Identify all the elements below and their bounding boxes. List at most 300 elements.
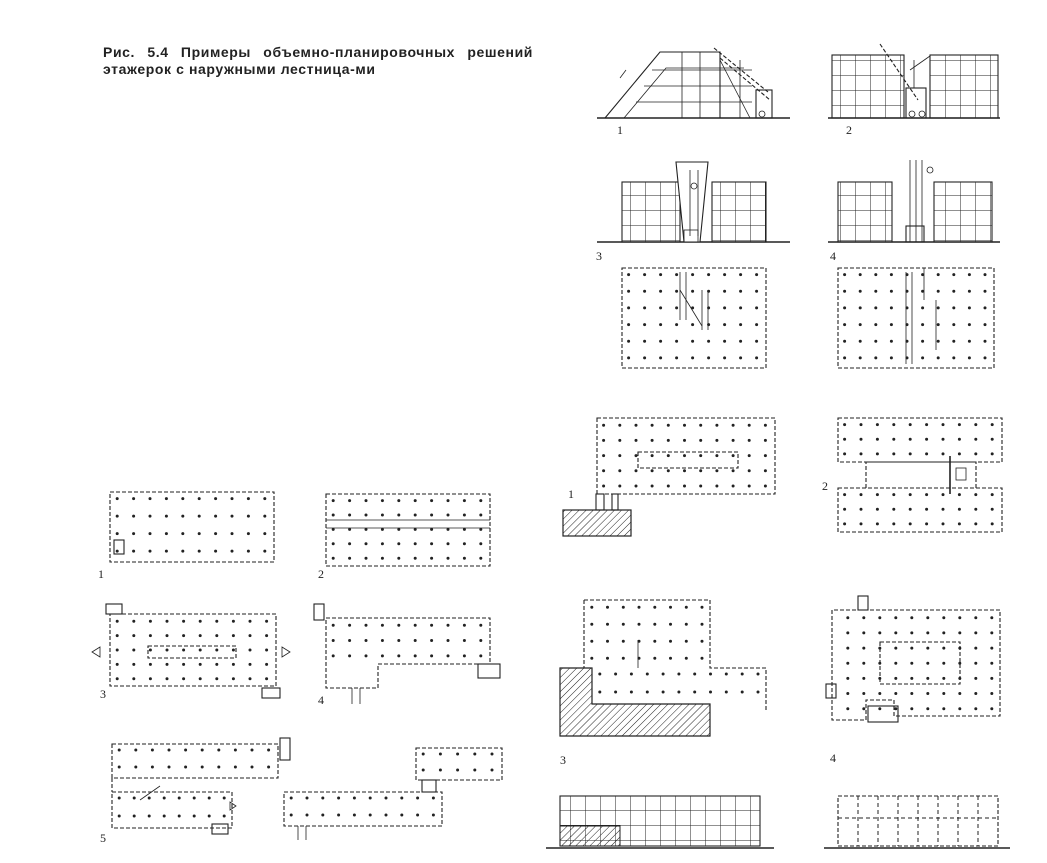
column-dot: [479, 639, 482, 642]
column-dot: [447, 528, 450, 531]
column-dot: [635, 439, 638, 442]
column-dot: [118, 766, 121, 769]
column-dot: [132, 532, 135, 535]
column-dot: [669, 606, 672, 609]
column-grid-dots: [627, 273, 758, 359]
column-dot: [265, 649, 268, 652]
column-dot: [618, 485, 621, 488]
column-dot: [683, 439, 686, 442]
column-dot: [479, 654, 482, 657]
column-dot: [198, 497, 201, 500]
column-dot: [701, 623, 704, 626]
column-dot: [416, 814, 419, 817]
column-dot: [290, 797, 293, 800]
column-dot: [447, 542, 450, 545]
column-dot: [667, 469, 670, 472]
column-dot: [701, 657, 704, 660]
column-dot: [876, 438, 879, 441]
column-dot: [116, 649, 119, 652]
column-dot: [942, 493, 945, 496]
column-dot: [132, 634, 135, 637]
column-grid-dots: [843, 423, 994, 455]
column-dot: [843, 356, 846, 359]
column-dot: [381, 639, 384, 642]
column-dot: [685, 623, 688, 626]
plan-2: [838, 268, 994, 368]
column-dot: [921, 340, 924, 343]
column-dot: [133, 815, 136, 818]
column-dot: [921, 323, 924, 326]
column-dot: [691, 306, 694, 309]
column-dot: [182, 677, 185, 680]
column-dot: [709, 691, 712, 694]
column-dot: [132, 497, 135, 500]
column-dot: [701, 606, 704, 609]
column-dot: [926, 662, 929, 665]
column-dot: [701, 640, 704, 643]
column-dot: [247, 532, 250, 535]
column-dot: [952, 323, 955, 326]
column-dot: [974, 662, 977, 665]
column-dot: [348, 639, 351, 642]
column-dot: [677, 691, 680, 694]
column-dot: [622, 623, 625, 626]
column-dot: [685, 657, 688, 660]
column-dot: [862, 677, 865, 680]
column-dot: [134, 749, 137, 752]
column-dot: [397, 654, 400, 657]
column-dot: [952, 290, 955, 293]
column-dot: [132, 649, 135, 652]
column-dot: [876, 452, 879, 455]
column-dot: [321, 797, 324, 800]
column-dot: [894, 677, 897, 680]
column-dot: [685, 606, 688, 609]
column-dot: [447, 624, 450, 627]
column-dot: [890, 323, 893, 326]
column-dot: [400, 797, 403, 800]
column-dot: [622, 657, 625, 660]
column-dot: [926, 631, 929, 634]
column-dot: [862, 692, 865, 695]
column-dot: [132, 677, 135, 680]
column-dot: [439, 769, 442, 772]
column-dot: [651, 485, 654, 488]
column-dot: [685, 640, 688, 643]
column-dot: [846, 692, 849, 695]
column-dot: [958, 423, 961, 426]
column-dot: [952, 306, 955, 309]
column-dot: [365, 528, 368, 531]
column-dot: [148, 797, 151, 800]
column-dot: [165, 550, 168, 553]
column-dot: [215, 677, 218, 680]
column-dot: [974, 522, 977, 525]
column-dot: [974, 677, 977, 680]
column-dot: [381, 528, 384, 531]
column-dot: [732, 485, 735, 488]
column-dot: [942, 631, 945, 634]
column-dot: [348, 654, 351, 657]
column-dot: [764, 454, 767, 457]
column-dot: [859, 340, 862, 343]
column-dot: [968, 340, 971, 343]
column-dot: [232, 677, 235, 680]
column-dot: [675, 273, 678, 276]
column-dot: [627, 273, 630, 276]
column-dot: [590, 657, 593, 660]
column-dot: [381, 514, 384, 517]
column-dot: [942, 508, 945, 511]
column-dot: [149, 634, 152, 637]
scheme-4-label: 4: [318, 693, 324, 707]
column-dot: [846, 616, 849, 619]
column-dot: [231, 550, 234, 553]
column-dot: [659, 340, 662, 343]
column-dot: [926, 692, 929, 695]
column-dot: [479, 624, 482, 627]
column-dot: [755, 356, 758, 359]
column-dot: [149, 677, 152, 680]
column-dot: [892, 522, 895, 525]
column-dot: [199, 634, 202, 637]
column-dot: [675, 323, 678, 326]
column-dot: [942, 707, 945, 710]
column-dot: [630, 673, 633, 676]
column-dot: [149, 532, 152, 535]
scheme-2-label: 2: [318, 567, 324, 581]
column-dot: [638, 640, 641, 643]
column-dot: [643, 290, 646, 293]
column-dot: [723, 340, 726, 343]
column-grid-dots: [590, 606, 703, 660]
column-dot: [990, 631, 993, 634]
column-dot: [627, 323, 630, 326]
column-dot: [709, 673, 712, 676]
column-dot: [149, 497, 152, 500]
column-dot: [201, 749, 204, 752]
column-dot: [952, 340, 955, 343]
column-dot: [365, 499, 368, 502]
column-dot: [925, 452, 928, 455]
column-dot: [653, 606, 656, 609]
column-dot: [232, 649, 235, 652]
column-dot: [974, 692, 977, 695]
column-dot: [894, 707, 897, 710]
column-dot: [165, 532, 168, 535]
column-dot: [909, 423, 912, 426]
column-dot: [910, 616, 913, 619]
column-dot: [846, 662, 849, 665]
figure-caption: Рис. 5.4 Примеры объемно-планировочных решений этажерок с наружными лестница-ми: [103, 44, 533, 77]
column-dot: [843, 423, 846, 426]
column-dot: [614, 691, 617, 694]
column-dot: [456, 753, 459, 756]
column-dot: [321, 814, 324, 817]
column-dot: [958, 493, 961, 496]
column-dot: [116, 620, 119, 623]
column-dot: [926, 616, 929, 619]
column-dot: [627, 306, 630, 309]
block-1: [563, 418, 775, 536]
column-dot: [677, 673, 680, 676]
column-dot: [397, 528, 400, 531]
column-dot: [958, 707, 961, 710]
column-dot: [348, 528, 351, 531]
column-dot: [707, 323, 710, 326]
column-dot: [984, 273, 987, 276]
column-dot: [874, 306, 877, 309]
column-dot: [602, 424, 605, 427]
column-dot: [748, 454, 751, 457]
column-dot: [201, 766, 204, 769]
column-dot: [463, 542, 466, 545]
column-dot: [958, 438, 961, 441]
column-dot: [606, 623, 609, 626]
column-dot: [859, 323, 862, 326]
column-dot: [491, 753, 494, 756]
column-dot: [739, 356, 742, 359]
column-grid-dots: [843, 493, 994, 525]
column-dot: [430, 499, 433, 502]
column-dot: [606, 640, 609, 643]
column-dot: [937, 306, 940, 309]
column-dot: [332, 654, 335, 657]
column-dot: [860, 508, 863, 511]
column-dot: [723, 323, 726, 326]
column-dot: [332, 528, 335, 531]
column-dot: [843, 438, 846, 441]
column-dot: [974, 508, 977, 511]
column-dot: [590, 640, 593, 643]
column-dot: [348, 499, 351, 502]
column-dot: [643, 306, 646, 309]
column-dot: [430, 557, 433, 560]
column-dot: [909, 508, 912, 511]
column-dot: [447, 639, 450, 642]
column-dot: [414, 514, 417, 517]
column-dot: [430, 639, 433, 642]
column-dot: [348, 557, 351, 560]
column-dot: [925, 423, 928, 426]
column-dot: [249, 620, 252, 623]
column-dot: [748, 424, 751, 427]
column-dot: [337, 797, 340, 800]
column-dot: [215, 663, 218, 666]
column-dot: [193, 797, 196, 800]
column-dot: [764, 424, 767, 427]
column-dot: [265, 677, 268, 680]
column-dot: [974, 493, 977, 496]
column-dot: [723, 290, 726, 293]
column-dot: [659, 273, 662, 276]
plan-1: [622, 268, 766, 368]
column-dot: [984, 340, 987, 343]
column-dot: [878, 631, 881, 634]
column-dot: [707, 290, 710, 293]
column-dot: [602, 439, 605, 442]
column-dot: [894, 692, 897, 695]
column-dot: [968, 323, 971, 326]
column-dot: [691, 340, 694, 343]
column-dot: [598, 673, 601, 676]
column-dot: [618, 454, 621, 457]
column-dot: [638, 623, 641, 626]
column-dot: [991, 452, 994, 455]
column-dot: [683, 454, 686, 457]
column-dot: [151, 749, 154, 752]
column-dot: [381, 542, 384, 545]
column-dot: [166, 677, 169, 680]
column-dot: [214, 515, 217, 518]
column-dot: [430, 542, 433, 545]
block-4: [826, 596, 1000, 765]
column-dot: [925, 493, 928, 496]
column-dot: [926, 677, 929, 680]
column-dot: [365, 557, 368, 560]
column-dot: [463, 557, 466, 560]
column-dot: [263, 497, 266, 500]
column-dot: [894, 647, 897, 650]
column-dot: [447, 557, 450, 560]
column-dot: [843, 290, 846, 293]
column-dot: [618, 469, 621, 472]
column-dot: [921, 306, 924, 309]
column-dot: [414, 542, 417, 545]
column-dot: [217, 749, 220, 752]
column-dot: [447, 514, 450, 517]
column-dot: [991, 508, 994, 511]
column-grid-dots: [602, 424, 767, 488]
column-dot: [859, 306, 862, 309]
column-dot: [691, 290, 694, 293]
column-dot: [306, 797, 309, 800]
column-dot: [878, 616, 881, 619]
column-dot: [937, 290, 940, 293]
column-dot: [876, 493, 879, 496]
column-dot: [353, 814, 356, 817]
column-dot: [942, 616, 945, 619]
column-grid-dots: [843, 273, 986, 359]
column-dot: [890, 290, 893, 293]
column-dot: [723, 273, 726, 276]
column-dot: [463, 499, 466, 502]
column-dot: [843, 452, 846, 455]
scheme-2: [318, 494, 490, 581]
column-dot: [921, 290, 924, 293]
column-dot: [739, 273, 742, 276]
column-dot: [332, 624, 335, 627]
column-dot: [860, 493, 863, 496]
column-dot: [693, 691, 696, 694]
column-dot: [937, 273, 940, 276]
column-dot: [991, 522, 994, 525]
column-dot: [974, 616, 977, 619]
column-dot: [430, 514, 433, 517]
column-grid-dots: [332, 499, 483, 560]
column-dot: [958, 631, 961, 634]
column-dot: [952, 356, 955, 359]
column-dot: [118, 749, 121, 752]
column-dot: [748, 439, 751, 442]
column-dot: [892, 438, 895, 441]
column-dot: [178, 815, 181, 818]
column-dot: [942, 647, 945, 650]
column-dot: [646, 673, 649, 676]
column-dot: [667, 439, 670, 442]
column-dot: [874, 323, 877, 326]
column-dot: [984, 306, 987, 309]
column-dot: [846, 631, 849, 634]
column-dot: [193, 815, 196, 818]
column-dot: [662, 673, 665, 676]
column-dot: [653, 623, 656, 626]
column-dot: [635, 424, 638, 427]
column-dot: [606, 657, 609, 660]
column-dot: [942, 677, 945, 680]
column-dot: [906, 323, 909, 326]
elevation-1: [546, 796, 774, 848]
column-dot: [263, 515, 266, 518]
column-dot: [653, 640, 656, 643]
column-dot: [653, 657, 656, 660]
column-dot: [755, 340, 758, 343]
column-dot: [479, 499, 482, 502]
column-dot: [667, 485, 670, 488]
column-dot: [878, 647, 881, 650]
column-dot: [181, 532, 184, 535]
column-dot: [984, 323, 987, 326]
column-dot: [991, 493, 994, 496]
column-dot: [876, 423, 879, 426]
column-dot: [116, 497, 119, 500]
column-dot: [925, 508, 928, 511]
column-dot: [416, 797, 419, 800]
column-dot: [133, 797, 136, 800]
column-dot: [265, 663, 268, 666]
column-dot: [764, 469, 767, 472]
column-dot: [199, 649, 202, 652]
column-dot: [739, 290, 742, 293]
column-dot: [683, 424, 686, 427]
column-dot: [643, 340, 646, 343]
column-dot: [306, 814, 309, 817]
section-3-label: 3: [596, 249, 602, 263]
column-dot: [755, 306, 758, 309]
column-dot: [974, 631, 977, 634]
column-dot: [381, 499, 384, 502]
section-2-label: 2: [846, 123, 852, 137]
scheme-1: [98, 492, 274, 581]
column-dot: [892, 452, 895, 455]
column-dot: [365, 514, 368, 517]
column-dot: [732, 454, 735, 457]
column-dot: [385, 814, 388, 817]
column-dot: [231, 515, 234, 518]
column-dot: [990, 692, 993, 695]
column-dot: [223, 815, 226, 818]
column-dot: [622, 606, 625, 609]
column-dot: [990, 647, 993, 650]
column-dot: [878, 677, 881, 680]
column-dot: [707, 306, 710, 309]
column-dot: [909, 452, 912, 455]
column-grid-dots: [118, 797, 226, 818]
column-dot: [968, 273, 971, 276]
column-dot: [168, 749, 171, 752]
column-dot: [463, 639, 466, 642]
column-dot: [846, 647, 849, 650]
